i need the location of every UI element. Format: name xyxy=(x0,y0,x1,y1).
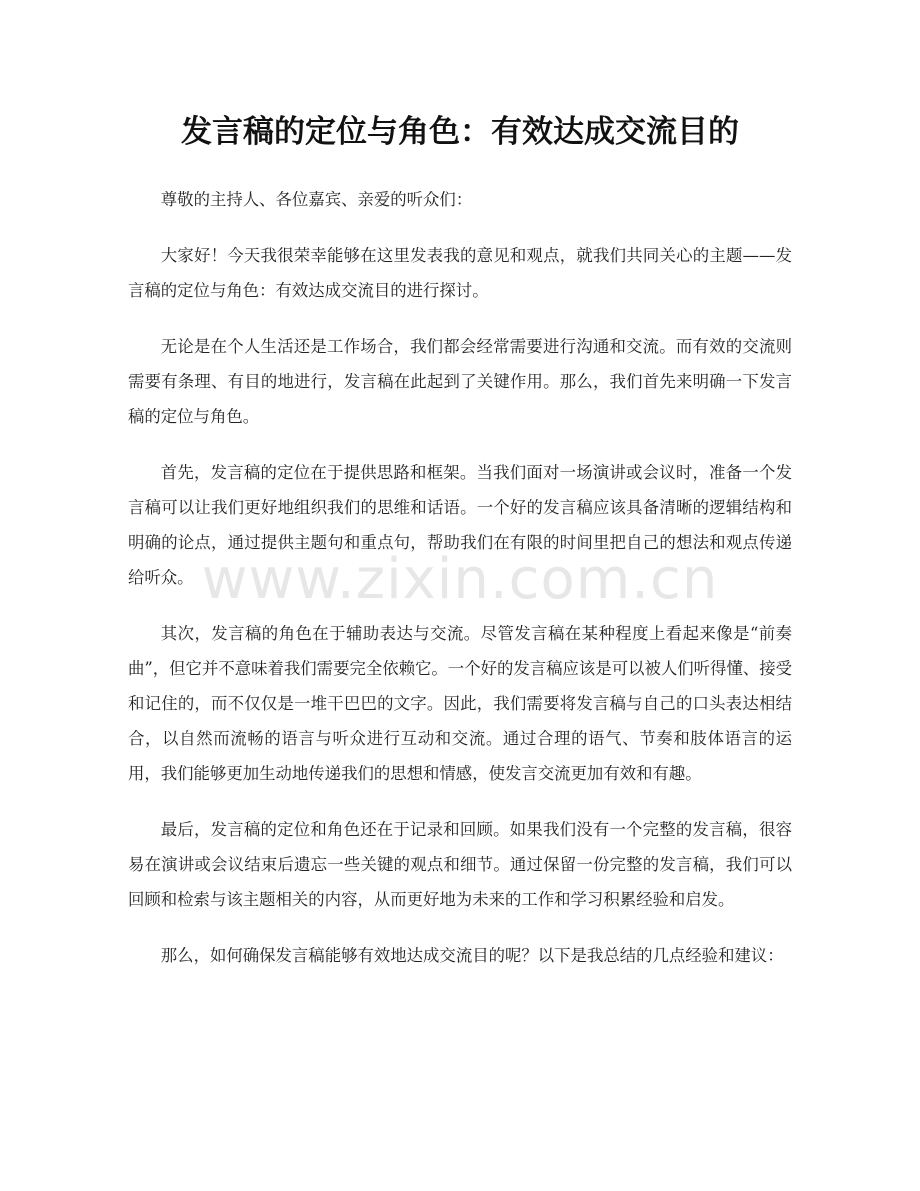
paragraph-intro: 无论是在个人生活还是工作场合，我们都会经常需要进行沟通和交流。而有效的交流则需要有条理、有目的地进行，发言稿在此起到了关键作用。那么，我们首先来明确一下发言稿的定位与角色。 xyxy=(128,337,792,426)
paragraph-second-point: 其次，发言稿的角色在于辅助表达与交流。尽管发言稿在某种程度上看起来像是“前奏曲”，但它并不意味着我们需要完全依赖它。一个好的发言稿应该是可以被人们听得懂、接受和记住的，而不仅仅是一堆干巴巴的文字。因此，我们需要将发言稿与自己的口头表达相结合，以自然而流畅的语言与听众进行互动和交流。通过合理的语气、节奏和肢体语言的运用，我们能够更加生动地传递我们的思想和情感，使发言交流更加有效和有趣。 xyxy=(128,624,793,783)
paragraph-transition: 那么，如何确保发言稿能够有效地达成交流目的呢？以下是我总结的几点经验和建议： xyxy=(160,946,784,965)
document-body xyxy=(128,182,792,994)
document-title: 发言稿的定位与角色：有效达成交流目的 xyxy=(181,114,739,150)
paragraph-third-point: 最后，发言稿的定位和角色还在于记录和回顾。如果我们没有一个完整的发言稿，很容易在演讲或会议结束后遗忘一些关键的观点和细节。通过保留一份完整的发言稿，我们可以回顾和检索与该主题相关的内容，从而更好地为未来的工作和学习积累经验和启发。 xyxy=(128,820,792,909)
paragraph-first-point: 首先，发言稿的定位在于提供思路和框架。当我们面对一场演讲或会议时，准备一个发言稿可以让我们更好地组织我们的思维和话语。一个好的发言稿应该具备清晰的逻辑结构和明确的论点，通过提供主题句和重点句，帮助我们在有限的时间里把自己的想法和观点传递给听众。 xyxy=(128,463,792,587)
paragraph-salutation: 尊敬的主持人、各位嘉宾、亲爱的听众们： xyxy=(160,190,473,209)
watermark-text: www.zixin.com.cn xyxy=(201,547,719,612)
paragraph-greeting: 大家好！今天我很荣幸能够在这里发表我的意见和观点，就我们共同关心的主题——发言稿的定位与角色：有效达成交流目的进行探讨。 xyxy=(128,246,792,300)
